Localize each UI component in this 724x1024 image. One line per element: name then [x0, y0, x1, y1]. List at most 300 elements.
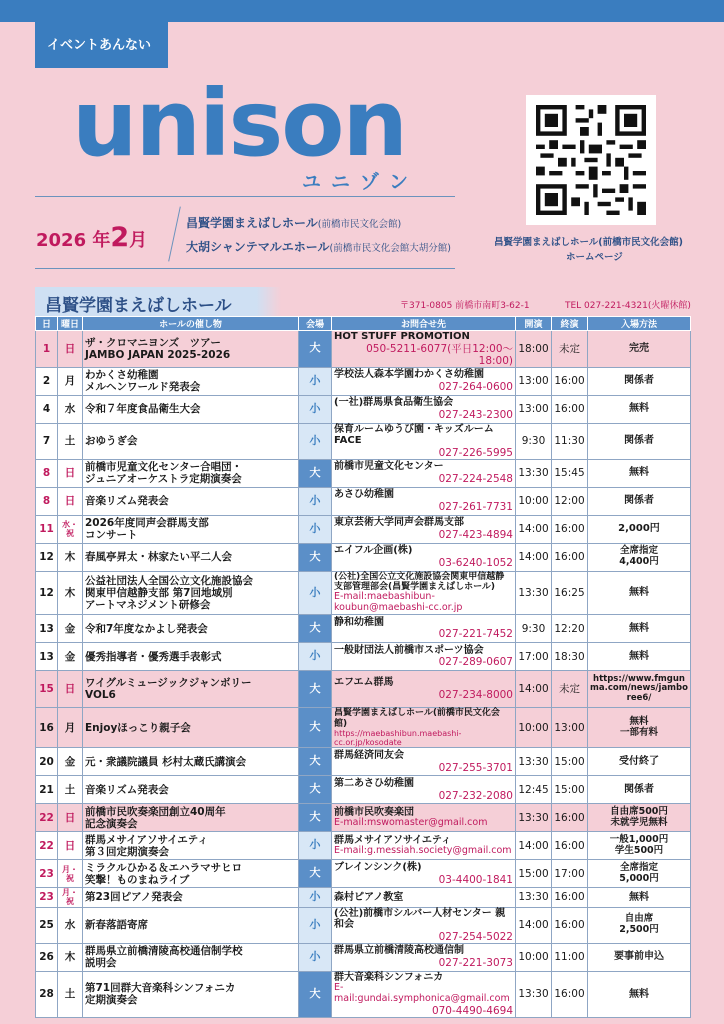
event-title-line: 関東甲信越静支部 第7回地域別 [85, 586, 233, 599]
contact-cell [332, 804, 516, 832]
contact-cell [332, 748, 516, 776]
admission-line: 関係者 [624, 495, 654, 507]
contact-name: 静和幼稚園 [334, 616, 384, 628]
day-cell: 7 [36, 423, 58, 459]
venue-address: 〒371-0805 前橋市南町3-62-1 [400, 301, 530, 311]
qr-code[interactable] [526, 95, 656, 225]
day-cell: 15 [36, 671, 58, 708]
contact-cell [332, 860, 516, 888]
weekday-cell: 木 [58, 571, 83, 615]
contact-phone: 03-6240-1052 [438, 556, 513, 569]
table-row [36, 860, 691, 888]
event-title-line: VOL6 [85, 689, 116, 702]
event-cell [83, 487, 299, 515]
start-time: 13:30 [516, 888, 552, 907]
admission-line: 無料 [629, 715, 649, 727]
day-cell: 26 [36, 943, 58, 971]
start-time: 13:00 [516, 367, 552, 395]
unison-logo: unison [72, 70, 406, 177]
contact-phone: 027-264-0600 [438, 380, 513, 393]
event-title-line: 元・衆議院議員 杉村太蔵氏講演会 [85, 755, 247, 768]
venue-badge: 大 [299, 331, 332, 368]
contact-name: 一般財団法人前橋市スポーツ協会 [334, 644, 484, 656]
contact-phone: E-mail:mswomaster@gmail.com [334, 817, 488, 829]
start-time: 14:00 [516, 543, 552, 571]
end-time: 16:00 [552, 832, 588, 860]
admission-line: 要事前申込 [614, 951, 664, 963]
day-cell: 8 [36, 487, 58, 515]
start-time: 13:30 [516, 804, 552, 832]
event-title-line: ワイグルミュージックジャンボリー [85, 677, 252, 690]
event-cell [83, 860, 299, 888]
event-title-line: Enjoyほっこり親子会 [85, 721, 191, 734]
event-title-line: 笑撃！ものまねライブ [85, 873, 190, 886]
event-cell [83, 907, 299, 943]
contact-cell [332, 571, 516, 615]
table-row [36, 832, 691, 860]
contact-name: ブレインシンク(株) [334, 862, 422, 873]
contact-phone: 027-243-2300 [438, 408, 513, 421]
end-time: 16:00 [552, 907, 588, 943]
weekday-cell: 日 [58, 487, 83, 515]
venue-name [186, 238, 451, 255]
end-time: 12:20 [552, 615, 588, 643]
end-time: 16:00 [552, 543, 588, 571]
event-guide-tag: イベントあんない [35, 0, 168, 68]
contact-cell [332, 331, 516, 368]
column-header: ホールの催し物 [83, 317, 299, 331]
contact-phone: 050-5211-6077(平日12:00～18:00) [366, 342, 513, 367]
day-cell: 28 [36, 971, 58, 1017]
table-row [36, 459, 691, 487]
table-row [36, 971, 691, 1017]
table-row [36, 423, 691, 459]
venue-name-text: 昌賢学園まえばしホール [186, 216, 318, 230]
admission-line: 無料 [629, 587, 649, 599]
event-title-line: 群馬県立前橋清陵高校通信制学校 [85, 945, 243, 958]
event-cell [83, 671, 299, 708]
event-title-line: 令和7年度なかよし発表会 [85, 622, 208, 635]
venue-badge: 小 [299, 367, 332, 395]
venue-badge: 小 [299, 571, 332, 615]
event-title-line: 優秀指導者・優秀選手表彰式 [85, 650, 222, 663]
event-cell [83, 331, 299, 368]
event-cell [83, 395, 299, 423]
end-time: 16:25 [552, 571, 588, 615]
table-row [36, 615, 691, 643]
event-title-line: 前橋市児童文化センター合唱団・ [85, 461, 243, 474]
end-time: 18:30 [552, 643, 588, 671]
contact-phone: 027-226-5995 [438, 446, 513, 459]
event-title-line: 2026年度同声会群馬支部 [85, 517, 209, 530]
issue-date [36, 222, 147, 253]
table-row [36, 395, 691, 423]
day-cell: 12 [36, 571, 58, 615]
contact-phone: 027-221-7452 [438, 628, 513, 641]
event-title-line: JAMBO JAPAN 2025-2026 [85, 348, 231, 361]
contact-name: 群馬経済同友会 [334, 750, 404, 761]
contact-phone: 027-423-4894 [438, 528, 513, 541]
event-cell [83, 776, 299, 804]
end-time: 16:00 [552, 888, 588, 907]
contact-name: HOT STUFF PROMOTION [334, 331, 470, 342]
day-cell: 13 [36, 615, 58, 643]
event-title-line: 第71回群大音楽科シンフォニカ [85, 982, 236, 995]
contact-cell [332, 515, 516, 543]
admission-cell [588, 971, 691, 1017]
weekday-cell: 日 [58, 832, 83, 860]
day-cell: 11 [36, 515, 58, 543]
event-title-line: 音楽リズム発表会 [85, 495, 169, 508]
venue-badge: 小 [299, 943, 332, 971]
venue-badge: 小 [299, 395, 332, 423]
table-row [36, 515, 691, 543]
start-time: 13:30 [516, 459, 552, 487]
venue-tel: TEL 027-221-4321(火曜休館) [565, 301, 691, 311]
end-time: 16:00 [552, 804, 588, 832]
admission-line: 学生500円 [614, 844, 664, 856]
column-header: 日 [36, 317, 58, 331]
end-time: 16:00 [552, 971, 588, 1017]
contact-name: (公社)前橋市シルバー人材センター 親和会 [334, 907, 506, 931]
table-row [36, 943, 691, 971]
event-table [35, 316, 691, 1018]
event-title-line: わかくさ幼稚園 [85, 369, 159, 382]
admission-line: 完売 [629, 343, 649, 355]
admission-line: 無料 [629, 622, 649, 634]
admission-cell [588, 907, 691, 943]
weekday-cell: 月 [58, 708, 83, 748]
column-header: 曜日 [58, 317, 83, 331]
admission-line: 無料 [629, 403, 649, 415]
weekday-cell: 水 [58, 907, 83, 943]
admission-cell [588, 571, 691, 615]
end-time: 12:00 [552, 487, 588, 515]
admission-cell [588, 423, 691, 459]
event-title-line: 第23回ピアノ発表会 [85, 891, 183, 904]
event-title-line: メルヘンワールド発表会 [85, 381, 201, 394]
day-cell: 21 [36, 776, 58, 804]
event-title-line: アートマネジメント研修会 [85, 598, 211, 611]
contact-phone: 027-289-0607 [438, 656, 513, 669]
admission-cell [588, 804, 691, 832]
table-row [36, 888, 691, 907]
contact-name: 東京芸術大学同声会群馬支部 [334, 517, 464, 529]
event-title-line: 第３回定期演奏会 [85, 845, 169, 858]
admission-cell [588, 459, 691, 487]
day-cell: 8 [36, 459, 58, 487]
weekday-cell: 月・祝 [58, 860, 83, 888]
start-time: 9:30 [516, 423, 552, 459]
divider [168, 207, 181, 262]
weekday-cell: 木 [58, 543, 83, 571]
contact-phone: 027-254-5022 [438, 930, 513, 943]
admission-cell [588, 748, 691, 776]
day-cell: 20 [36, 748, 58, 776]
contact-cell [332, 543, 516, 571]
weekday-cell: 金 [58, 643, 83, 671]
admission-line: 無料 [629, 891, 649, 903]
start-time: 14:00 [516, 515, 552, 543]
contact-phone: 03-4400-1841 [438, 873, 513, 886]
end-time: 16:00 [552, 515, 588, 543]
divider [35, 196, 455, 197]
weekday-cell: 日 [58, 804, 83, 832]
contact-phone: 027-261-7731 [438, 500, 513, 513]
admission-line: 全席指定 [619, 545, 658, 557]
event-cell [83, 832, 299, 860]
event-title-line: 記念演奏会 [85, 817, 138, 830]
event-title-line: 春風亭昇太・林家たい平二人会 [85, 551, 232, 564]
weekday-cell: 金 [58, 748, 83, 776]
venue-badge: 小 [299, 643, 332, 671]
event-cell [83, 459, 299, 487]
contact-cell [332, 423, 516, 459]
table-row [36, 708, 691, 748]
contact-name: あさひ幼稚園 [334, 489, 394, 501]
event-title-line: ミラクルひかる＆エハラマサヒロ [85, 861, 243, 874]
admission-line: 一般1,000円 [609, 833, 669, 845]
issue-year: 2026 年 [36, 230, 111, 251]
event-cell [83, 748, 299, 776]
venue-badge: 小 [299, 888, 332, 907]
start-time: 18:00 [516, 331, 552, 368]
venue-name-text: 大胡シャンテマルエホール [186, 240, 330, 254]
end-time: 17:00 [552, 860, 588, 888]
start-time: 13:30 [516, 571, 552, 615]
admission-line: 無料 [629, 650, 649, 662]
column-header: 開演 [516, 317, 552, 331]
table-row [36, 543, 691, 571]
venue-badge: 大 [299, 804, 332, 832]
admission-cell [588, 708, 691, 748]
contact-name: 前橋市児童文化センター [334, 461, 444, 473]
contact-cell [332, 395, 516, 423]
admission-line: 5,000円 [619, 872, 659, 884]
weekday-cell: 日 [58, 331, 83, 368]
start-time: 14:00 [516, 671, 552, 708]
weekday-cell: 水 [58, 395, 83, 423]
admission-cell [588, 367, 691, 395]
event-title-line: 説明会 [85, 957, 117, 970]
table-row [36, 907, 691, 943]
start-time: 14:00 [516, 832, 552, 860]
venue-badge: 大 [299, 671, 332, 708]
contact-phone: E-mail:maebashibun-koubun@maebashi-cc.or.jp [334, 591, 463, 614]
venue-badge: 大 [299, 971, 332, 1017]
start-time: 13:00 [516, 395, 552, 423]
admission-line: 未就学児無料 [610, 816, 668, 828]
day-cell: 1 [36, 331, 58, 368]
qr-code-icon [536, 105, 646, 215]
venue-badge: 小 [299, 487, 332, 515]
venue-note: (前橋市民文化会館) [317, 219, 402, 230]
day-cell: 25 [36, 907, 58, 943]
contact-cell [332, 971, 516, 1017]
weekday-cell: 金 [58, 615, 83, 643]
day-cell: 23 [36, 888, 58, 907]
admission-line: 無料 [629, 988, 649, 1000]
contact-cell [332, 671, 516, 708]
table-body [36, 331, 691, 1018]
contact-name: 群馬メサイアソサイエティ [334, 834, 452, 846]
event-cell [83, 543, 299, 571]
event-title-line: 新春落語寄席 [85, 919, 148, 932]
start-time: 13:30 [516, 748, 552, 776]
start-time: 10:00 [516, 487, 552, 515]
contact-phone: 027-224-2548 [438, 472, 513, 485]
contact-cell [332, 832, 516, 860]
event-cell [83, 615, 299, 643]
contact-cell [332, 615, 516, 643]
end-time: 16:00 [552, 395, 588, 423]
start-time: 10:00 [516, 708, 552, 748]
start-time: 9:30 [516, 615, 552, 643]
event-cell [83, 515, 299, 543]
end-time: 15:45 [552, 459, 588, 487]
day-cell: 2 [36, 367, 58, 395]
contact-name: 昌賢学園まえばしホール(前橋市民文化会館) [334, 708, 500, 729]
venue-badge: 大 [299, 776, 332, 804]
venue-badge: 大 [299, 459, 332, 487]
day-cell: 23 [36, 860, 58, 888]
table-row [36, 487, 691, 515]
table-row [36, 776, 691, 804]
event-cell [83, 571, 299, 615]
logo-subtitle: ユニゾン [302, 171, 419, 193]
contact-cell [332, 708, 516, 748]
admission-line: 2,500円 [619, 924, 659, 936]
venue-badge: 大 [299, 543, 332, 571]
event-title-line: おゆうぎ会 [85, 435, 138, 448]
contact-cell [332, 776, 516, 804]
start-time: 14:00 [516, 907, 552, 943]
section-title: 昌賢学園まえばしホール [35, 287, 281, 317]
table-row [36, 643, 691, 671]
contact-name: 学校法人森本学園わかくさ幼稚園 [334, 369, 484, 381]
admission-cell [588, 515, 691, 543]
event-cell [83, 971, 299, 1017]
table-row [36, 331, 691, 368]
day-cell: 4 [36, 395, 58, 423]
venue-badge: 大 [299, 860, 332, 888]
admission-line: 関係者 [624, 784, 654, 796]
event-cell [83, 804, 299, 832]
column-header: 終演 [552, 317, 588, 331]
end-time: 16:00 [552, 367, 588, 395]
contact-phone: https://maebashibun.maebashi-cc.or.jp/kosodate [334, 728, 462, 748]
admission-cell [588, 395, 691, 423]
weekday-cell: 土 [58, 971, 83, 1017]
issue-month-suffix: 月 [129, 230, 148, 251]
admission-line: 一部有料 [619, 726, 658, 738]
end-time: 未定 [552, 331, 588, 368]
issue-month: 2 [110, 222, 130, 253]
contact-phone: 027-221-3073 [438, 956, 513, 969]
venue-badge: 小 [299, 907, 332, 943]
start-time: 15:00 [516, 860, 552, 888]
admission-cell [588, 888, 691, 907]
event-cell [83, 888, 299, 907]
start-time: 13:30 [516, 971, 552, 1017]
table-header [36, 317, 691, 331]
start-time: 17:00 [516, 643, 552, 671]
column-header: 入場方法 [588, 317, 691, 331]
contact-name: エイフル企画(株) [334, 545, 413, 557]
end-time: 13:00 [552, 708, 588, 748]
contact-cell [332, 367, 516, 395]
admission-cell [588, 860, 691, 888]
end-time: 未定 [552, 671, 588, 708]
contact-phone: E-mail:g.messiah.society@gmail.com [334, 845, 512, 857]
contact-name: (一社)群馬県食品衛生協会 [334, 397, 454, 409]
admission-cell [588, 487, 691, 515]
event-cell [83, 367, 299, 395]
event-title-line: 音楽リズム発表会 [85, 783, 169, 796]
weekday-cell: 月 [58, 367, 83, 395]
weekday-cell: 土 [58, 776, 83, 804]
end-time: 15:00 [552, 776, 588, 804]
table-row [36, 571, 691, 615]
contact-cell [332, 487, 516, 515]
admission-line: 関係者 [624, 435, 654, 447]
contact-cell [332, 943, 516, 971]
event-cell [83, 943, 299, 971]
day-cell: 13 [36, 643, 58, 671]
contact-phone: E-mail:gundai.symphonica@gmail.com [334, 982, 510, 1005]
day-cell: 16 [36, 708, 58, 748]
admission-line: 関係者 [624, 375, 654, 387]
weekday-cell: 木 [58, 943, 83, 971]
contact-name: 第二あさひ幼稚園 [334, 778, 414, 789]
admission-cell [588, 615, 691, 643]
contact-phone: 070-4490-4694 [431, 1005, 513, 1018]
venue-name [186, 214, 401, 231]
qr-caption: 昌賢学園まえばしホール(前橋市民文化会館) [494, 237, 683, 248]
contact-name: 前橋市民吹奏楽団 [334, 806, 414, 818]
admission-line: 全席指定 [619, 861, 658, 873]
venue-note: (前橋市民文化会館大胡分館) [329, 243, 451, 254]
contact-cell [332, 459, 516, 487]
admission-cell [588, 331, 691, 368]
event-title-line: コンサート [85, 529, 138, 542]
venue-badge: 小 [299, 423, 332, 459]
event-title-line: ザ・クロマニヨンズ ツアー [85, 336, 221, 349]
column-header: 会場 [299, 317, 332, 331]
end-time: 11:30 [552, 423, 588, 459]
admission-line: https://www.fmgunma.com/news/jamboree6/ [590, 673, 688, 704]
qr-caption: ホームページ [566, 252, 623, 263]
contact-cell [332, 888, 516, 907]
weekday-cell: 土 [58, 423, 83, 459]
event-title-line: 群馬メサイアソサイエティ [85, 833, 208, 846]
admission-line: 自由席 [624, 913, 654, 925]
admission-line: 2,000円 [618, 523, 660, 535]
event-cell [83, 423, 299, 459]
contact-phone: 027-232-2080 [438, 789, 513, 802]
contact-cell [332, 907, 516, 943]
end-time: 11:00 [552, 943, 588, 971]
contact-name: 群大音楽科シンフォニカ [334, 971, 444, 983]
divider [35, 268, 455, 269]
contact-phone: 027-255-3701 [438, 761, 513, 774]
admission-cell [588, 543, 691, 571]
column-header: お問合せ先 [332, 317, 516, 331]
admission-cell [588, 671, 691, 708]
contact-name: 保育ルームゆうび園・キッズルーム FACE [334, 423, 494, 447]
contact-name: 群馬県立前橋清陵高校通信制 [334, 945, 464, 957]
weekday-cell: 日 [58, 459, 83, 487]
